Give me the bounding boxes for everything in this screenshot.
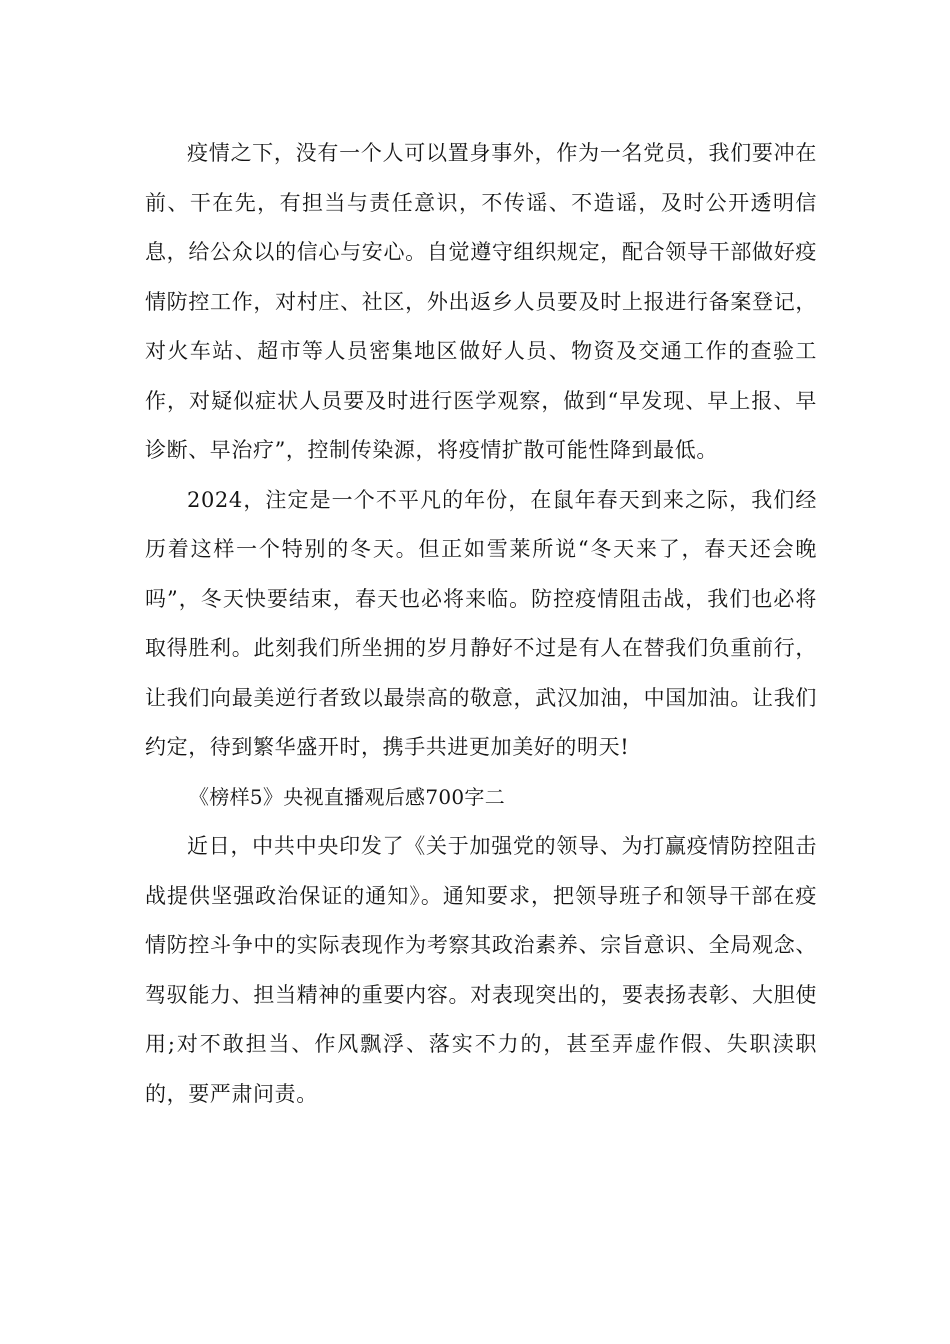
paragraph-2024-winter: 2024，注定是一个不平凡的年份，在鼠年春天到来之际，我们经历着这样一个特别的冬天。但正如雪莱所说“冬天来了，春天还会晚吗”，冬天快要结束，春天也必将来临。防控疫情阻击战，我们也必将取得胜利。此刻我们所坐拥的岁月静好不过是有人在替我们负重前行，让我们向最美逆行者致以最崇高的敬意，武汉加油，中国加油。让我们约定，待到繁华盛开时，携手共进更加美好的明天!: [145, 487, 817, 759]
document-body: [145, 129, 817, 1119]
paragraph-central-notice: 近日，中共中央印发了《关于加强党的领导、为打赢疫情防控阻击战提供坚强政治保证的通知》。通知要求，把领导班子和领导干部在疫情防控斗争中的实际表现作为考察其政治素养、宗旨意识、全局观念、驾驭能力、担当精神的重要内容。对表现突出的，要表扬表彰、大胆使用;对不敢担当、作风飘浮、落实不力的，甚至弄虚作假、失职渎职的，要严肃问责。: [145, 834, 817, 1106]
paragraph-epidemic-duty: 疫情之下，没有一个人可以置身事外，作为一名党员，我们要冲在前、干在先，有担当与责任意识，不传谣、不造谣，及时公开透明信息，给公众以的信心与安心。自觉遵守组织规定，配合领导干部做好疫情防控工作，对村庄、社区，外出返乡人员要及时上报进行备案登记，对火车站、超市等人员密集地区做好人员、物资及交通工作的查验工作，对疑似症状人员要及时进行医学观察，做到“早发现、早上报、早诊断、早治疗”，控制传染源，将疫情扩散可能性降到最低。: [145, 141, 817, 462]
section-subtitle: 《榜样5》央视直播观后感700字二: [189, 784, 505, 809]
